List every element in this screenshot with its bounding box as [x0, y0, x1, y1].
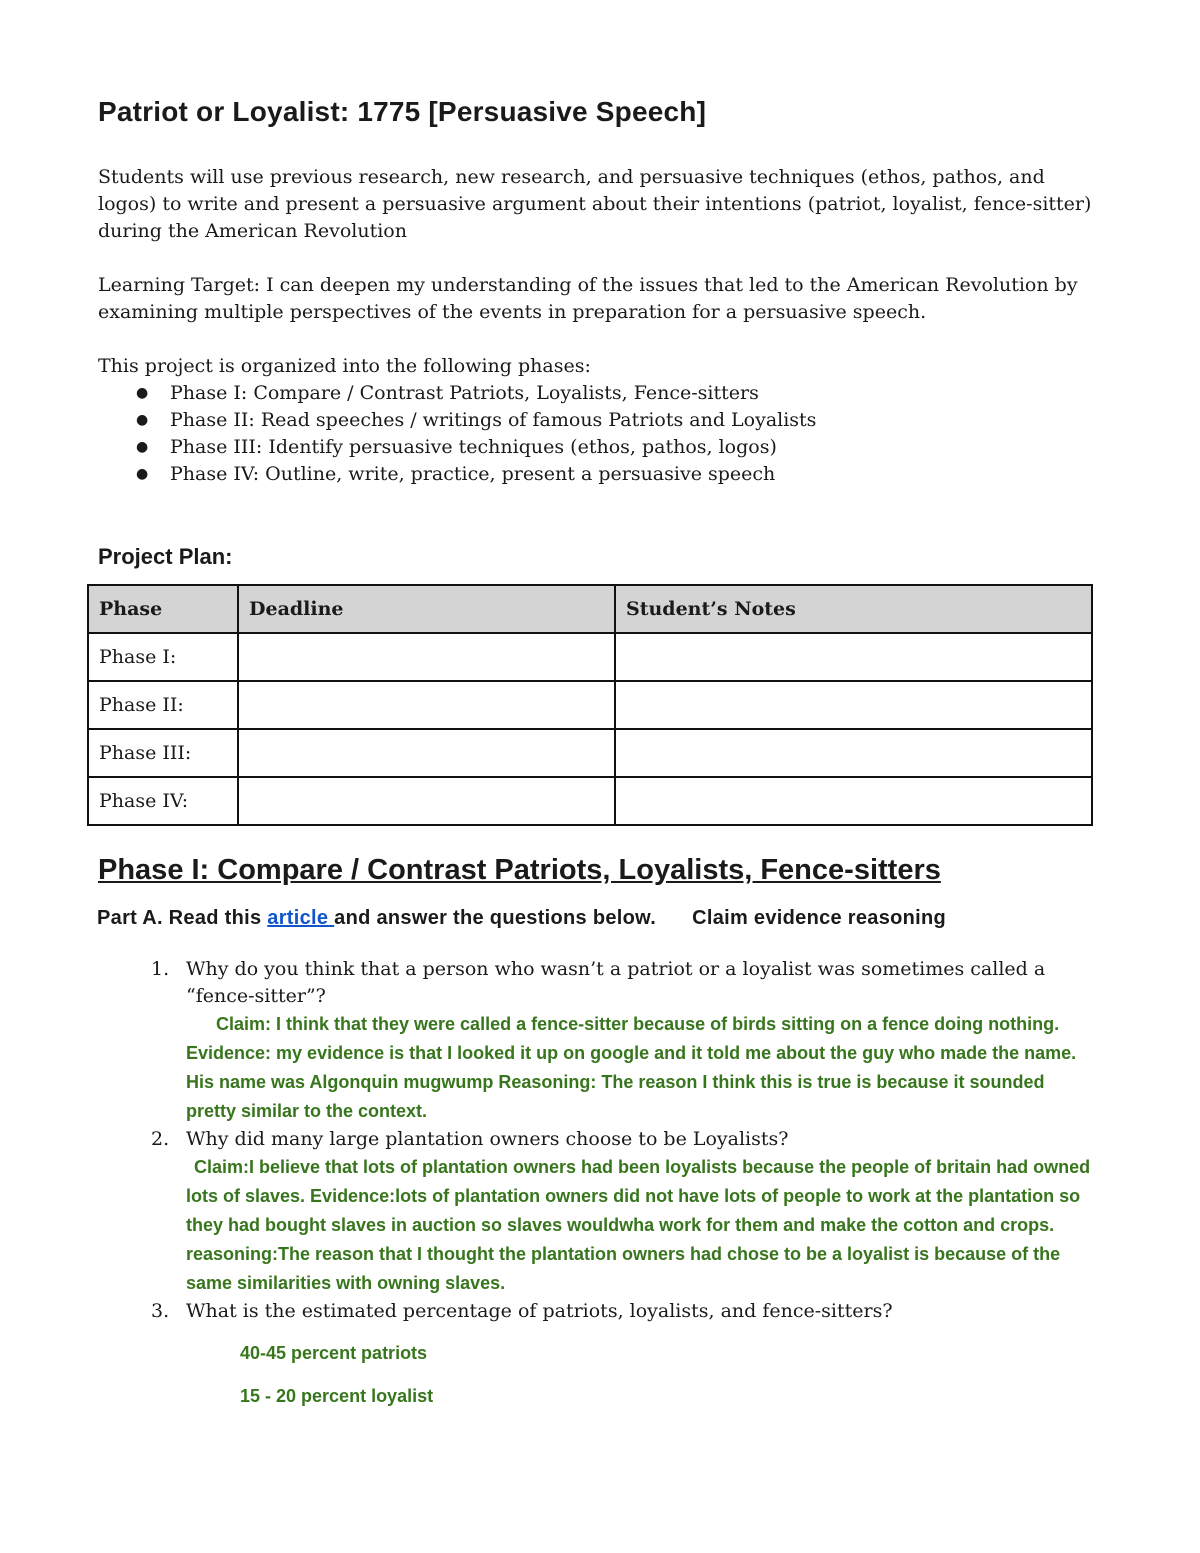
- document-page: [98, 96, 1098, 1407]
- notes-cell[interactable]: [615, 729, 1092, 777]
- table-row: [88, 777, 1092, 825]
- deadline-cell[interactable]: [238, 777, 615, 825]
- notes-cell[interactable]: [615, 633, 1092, 681]
- deadline-cell[interactable]: [238, 681, 615, 729]
- phase1-heading: Phase I: Compare / Contrast Patriots, Loyalists, Fence-sitters: [98, 854, 941, 886]
- answer-text[interactable]: Claim:I believe that lots of plantation owners had been loyalists because the people of britain had owned lots of slaves. Evidence:lots of plantation owners did not have lots of people to work at the plantation so they had bought slaves in auction so slaves wouldwha work for them and make the cotton and crops. reasoning:The reason that I thought the plantation owners had chose to be a loyalist is because of the same similarities with owning slaves.: [186, 1157, 1091, 1293]
- question-number: 1.: [151, 958, 170, 980]
- question-text: Why do you think that a person who wasn’t a patriot or a loyalist was sometimes called a “fence-sitter”?: [186, 958, 1046, 1007]
- header-phase: Phase: [88, 585, 238, 633]
- part-a-prefix: Part A. Read this: [97, 907, 268, 929]
- question-text: What is the estimated percentage of patriots, loyalists, and fence-sitters?: [186, 1300, 893, 1322]
- learning-target: Learning Target: I can deepen my understanding of the issues that led to the American Revolution by examining multiple perspectives of the events in preparation for a persuasive speech.: [98, 274, 1078, 323]
- phase-cell: Phase IV:: [88, 777, 238, 825]
- list-item: ● Phase II: Read speeches / writings of famous Patriots and Loyalists: [136, 407, 1098, 434]
- deadline-cell[interactable]: [238, 633, 615, 681]
- notes-cell[interactable]: [615, 777, 1092, 825]
- claim-evidence-reasoning-label: Claim evidence reasoning: [692, 907, 947, 929]
- phases-intro: This project is organized into the following phases:: [98, 355, 591, 377]
- header-notes: Student’s Notes: [615, 585, 1092, 633]
- phase-cell: Phase II:: [88, 681, 238, 729]
- part-a-suffix: and answer the questions below.: [334, 907, 657, 929]
- phase-cell: Phase I:: [88, 633, 238, 681]
- list-item: [98, 1298, 1098, 1325]
- answer-text[interactable]: 15 - 20 percent loyalist: [240, 1386, 434, 1406]
- project-plan-heading: Project Plan:: [98, 544, 233, 569]
- document-title: Patriot or Loyalist: 1775 [Persuasive Speech]: [98, 96, 707, 127]
- question-number: 2.: [151, 1128, 170, 1150]
- list-item: [98, 956, 1098, 1126]
- intro-paragraph: Students will use previous research, new research, and persuasive techniques (ethos, pathos, and logos) to write and present a persuasive argument about their intentions (patriot, loyalist, fence-sitter) during the American Revolution: [98, 166, 1092, 242]
- question-text: Why did many large plantation owners choose to be Loyalists?: [186, 1128, 789, 1150]
- question-number: 3.: [151, 1300, 170, 1322]
- table-header-row: [88, 585, 1092, 633]
- project-plan-table: [87, 584, 1093, 826]
- list-item: ● Phase I: Compare / Contrast Patriots, Loyalists, Fence-sitters: [136, 380, 1098, 407]
- part-a-instructions: [97, 907, 1098, 930]
- list-item: ● Phase IV: Outline, write, practice, present a persuasive speech: [136, 461, 1098, 488]
- table-row: [88, 729, 1092, 777]
- phase-list: [98, 380, 1098, 488]
- table-row: [88, 633, 1092, 681]
- header-deadline: Deadline: [238, 585, 615, 633]
- notes-cell[interactable]: [615, 681, 1092, 729]
- list-item: [98, 1126, 1098, 1298]
- answer-text[interactable]: 40-45 percent patriots: [240, 1343, 428, 1363]
- deadline-cell[interactable]: [238, 729, 615, 777]
- phase-cell: Phase III:: [88, 729, 238, 777]
- article-link[interactable]: article: [267, 907, 335, 929]
- table-row: [88, 681, 1092, 729]
- list-item: ● Phase III: Identify persuasive techniques (ethos, pathos, logos): [136, 434, 1098, 461]
- question-list: [98, 956, 1098, 1325]
- answer-text[interactable]: Claim: I think that they were called a fence-sitter because of birds sitting on a fence doing nothing. Evidence: my evidence is that I looked it up on google and it told me about the guy who made the name. His name was Algonquin mugwump Reasoning: The reason I think this is true is because it sounded pretty similar to the context.: [186, 1014, 1077, 1121]
